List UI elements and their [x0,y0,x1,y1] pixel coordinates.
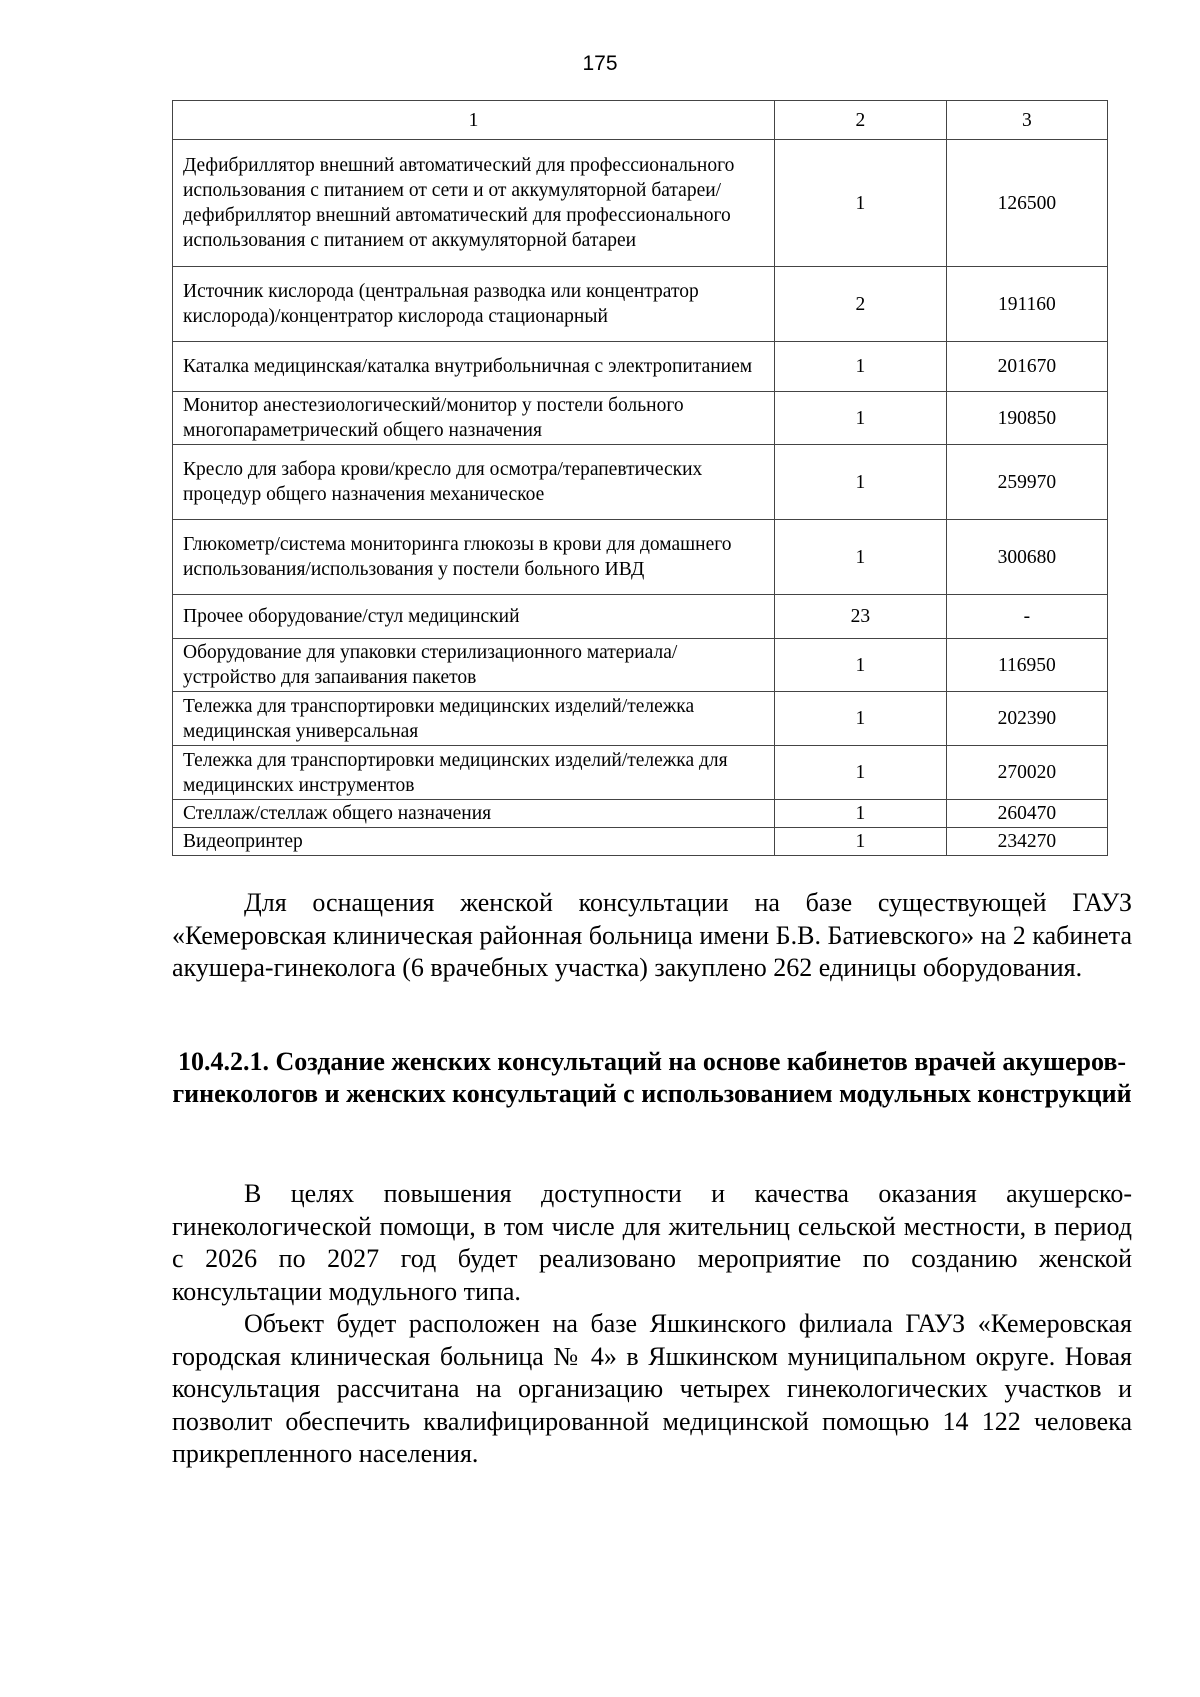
quantity-cell: 1 [774,342,946,392]
table-row [173,828,1108,856]
equipment-name-cell: Прочее оборудование/стул медицинский [173,595,775,639]
equipment-name-cell: Кресло для забора крови/кресло для осмотра/терапевтических процедур общего назначения механическое [173,445,775,520]
equipment-name-cell: Видеопринтер [173,828,775,856]
quantity-cell: 1 [774,392,946,445]
quantity-cell: 1 [774,445,946,520]
table-header-cell: 2 [774,101,946,140]
table-row [173,392,1108,445]
section-paragraph: В целях повышения доступности и качества оказания акушерско-гинекологической помощи, в том числе для жительниц сельской местности, в период с 2026 по 2027 год будет реализовано мероприятие по созданию женской консультации модульного типа. [172,1179,1132,1306]
quantity-cell: 1 [774,828,946,856]
equipment-name-cell: Тележка для транспортировки медицинских изделий/тележка для медицинских инструментов [173,746,775,800]
table-row [173,140,1108,267]
price-cell: 116950 [946,639,1107,692]
equipment-name-cell: Каталка медицинская/каталка внутрибольничная с электропитанием [173,342,775,392]
price-cell: 259970 [946,445,1107,520]
table-row [173,746,1108,800]
table-header-cell: 3 [946,101,1107,140]
equipment-name-cell: Монитор анестезиологический/монитор у постели больного многопараметрический общего назначения [173,392,775,445]
quantity-cell: 2 [774,267,946,342]
equipment-name-cell: Оборудование для упаковки стерилизационного материала/ устройство для запаивания пакетов [173,639,775,692]
table-row [173,342,1108,392]
quantity-cell: 1 [774,520,946,595]
price-cell: 191160 [946,267,1107,342]
table-header-cell: 1 [173,101,775,140]
equipment-name-cell: Тележка для транспортировки медицинских изделий/тележка медицинская универсальная [173,692,775,746]
price-cell: 190850 [946,392,1107,445]
table-row [173,595,1108,639]
table-row [173,692,1108,746]
table-row [173,267,1108,342]
equipment-name-cell: Стеллаж/стеллаж общего назначения [173,800,775,828]
table-row [173,639,1108,692]
equipment-table [172,100,1108,856]
quantity-cell: 1 [774,800,946,828]
price-cell: 260470 [946,800,1107,828]
quantity-cell: 23 [774,595,946,639]
table-row [173,520,1108,595]
quantity-cell: 1 [774,692,946,746]
price-cell: 270020 [946,746,1107,800]
equipment-name-cell: Дефибриллятор внешний автоматический для профессионального использования с питанием от сети и от аккумуляторной батареи/дефибриллятор внешний автоматический для профессионального использования с питанием от аккумуляторной батареи [173,140,775,267]
price-cell: 201670 [946,342,1107,392]
equipment-name-cell: Источник кислорода (центральная разводка или концентратор кислорода)/концентратор кислорода стационарный [173,267,775,342]
price-cell: 300680 [946,520,1107,595]
price-cell: 234270 [946,828,1107,856]
quantity-cell: 1 [774,140,946,267]
section-body [172,1178,1132,1471]
price-cell: - [946,595,1107,639]
table-row [173,445,1108,520]
equipment-name-cell: Глюкометр/система мониторинга глюкозы в крови для домашнего использования/использования у постели больного ИВД [173,520,775,595]
section-heading: 10.4.2.1. Создание женских консультаций на основе кабинетов врачей акушеров-гинекологов и женских консультаций с использованием модульных конструкций [172,1047,1132,1108]
quantity-cell: 1 [774,746,946,800]
paragraph-after-table: Для оснащения женской консультации на базе существующей ГАУЗ «Кемеровская клиническая районная больница имени Б.В. Батиевского» на 2 кабинета акушера-гинеколога (6 врачебных участка) закуплено 262 единицы оборудования. [172,888,1132,982]
page-number: 175 [582,52,618,75]
quantity-cell: 1 [774,639,946,692]
paragraph-after-table-block [172,887,1132,985]
price-cell: 126500 [946,140,1107,267]
table-header-row [173,101,1108,140]
price-cell: 202390 [946,692,1107,746]
table-row [173,800,1108,828]
section-paragraph: Объект будет расположен на базе Яшкинского филиала ГАУЗ «Кемеровская городская клиническая больница № 4» в Яшкинском муниципальном округе. Новая консультация рассчитана на организацию четырех гинекологических участков и позволит обеспечить квалифицированной медицинской помощью 14 122 человека прикрепленного населения. [172,1309,1132,1468]
